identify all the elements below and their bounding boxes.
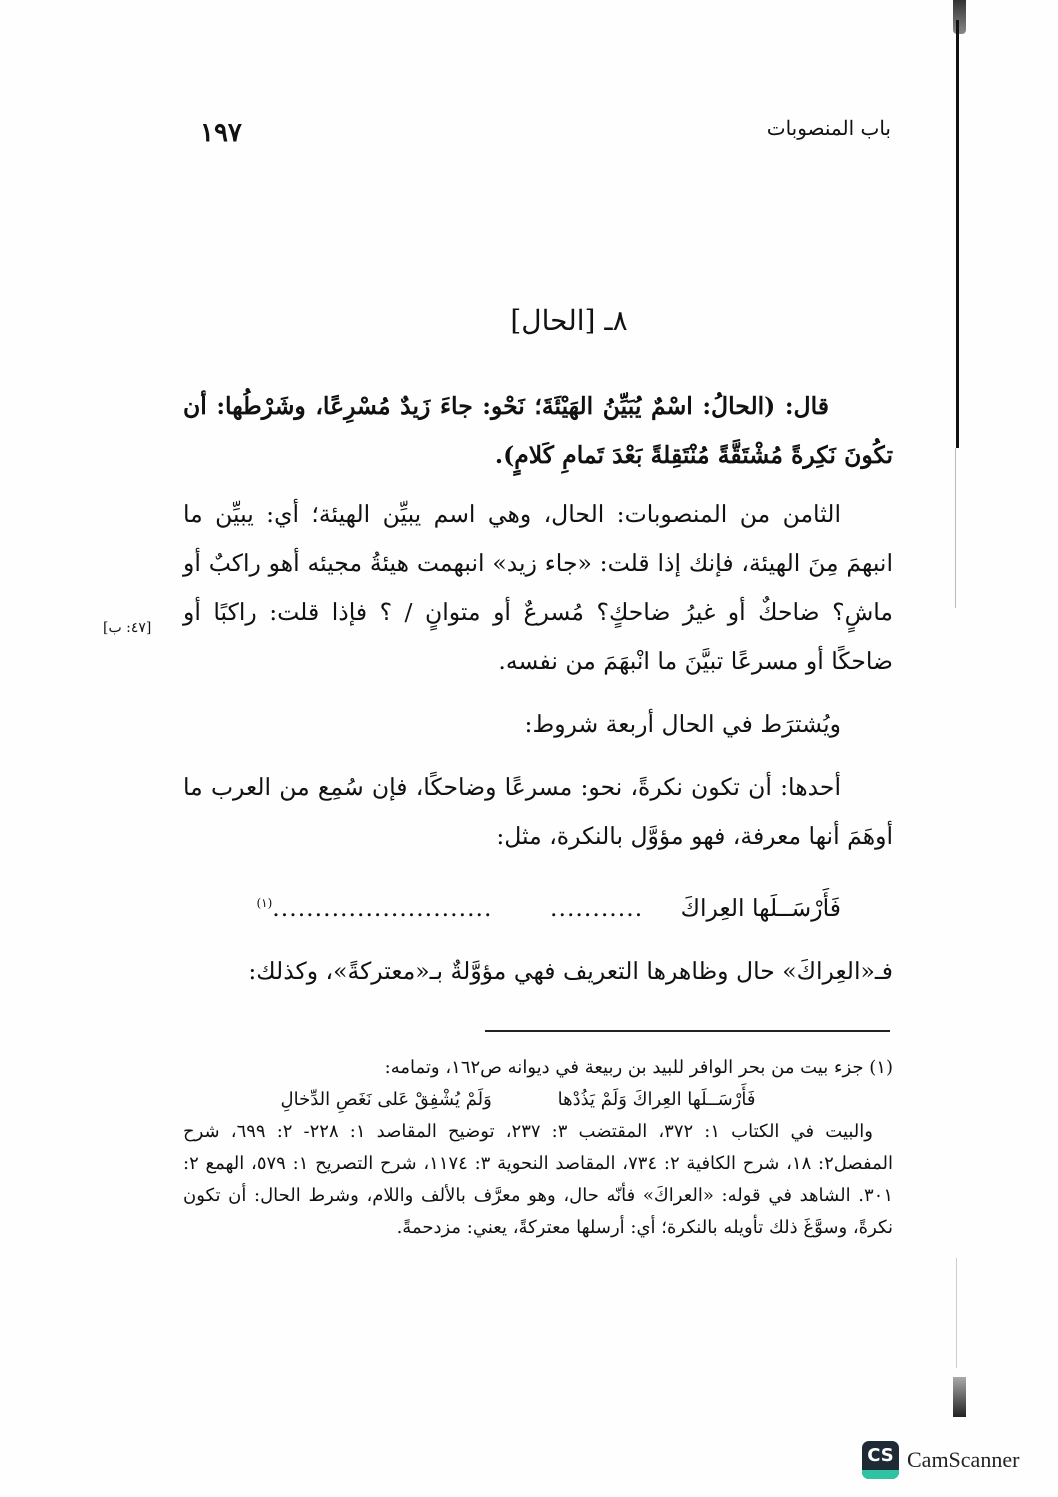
- footnote-ref: (١): [256, 896, 273, 910]
- folio-marker: [٤٧: ب]: [103, 620, 152, 636]
- camscanner-logo-text: CS: [867, 1445, 894, 1466]
- section-title-text: ٨ـ [الحال]: [510, 304, 628, 337]
- verse-ellipsis-1: ...........: [550, 893, 644, 922]
- page-edge-line-faint-lower: [956, 1258, 957, 1368]
- footnote-separator: [485, 1030, 890, 1032]
- verse-hemistich: فَأَرْسَــلَها العِراكَ: [680, 893, 841, 922]
- camscanner-logo-stripe: [862, 1470, 899, 1479]
- scan-edge-shadow-top: [953, 0, 966, 34]
- page-number: ١٩٧: [200, 118, 242, 148]
- paragraph-conditions-intro: ويُشترَط في الحال أربعة شروط:: [524, 710, 841, 738]
- camscanner-logo-icon: [862, 1441, 899, 1479]
- camscanner-name: CamScanner: [907, 1447, 1020, 1472]
- main-text: [183, 382, 893, 996]
- page-edge-line: [956, 20, 959, 448]
- running-head: باب المنصوبات: [766, 116, 891, 140]
- footnote-verse-second-half: وَلَمْ يُشْفِقْ عَلى نَغَصِ الدِّخالِ: [280, 1089, 492, 1110]
- footnote-1-verse: [183, 1084, 893, 1116]
- page-edge-line-faint: [955, 448, 956, 608]
- footnote-1-intro: (١) جزء بيت من بحر الوافر للبيد بن ربيعة في ديوانه ص١٦٢، وتمامه:: [384, 1057, 893, 1078]
- footnote-1-body: والبيت في الكتاب ١: ٣٧٢، المقتضب ٣: ٢٣٧، توضيح المقاصد ١: ٢٢٨- ٢: ٦٩٩، شرح المفصل٢: ١٨، شرح الكافية ٢: ٧٣٤، المقاصد النحوية ٣: ١١٧٤، شرح التصريح ١: ٥٧٩، الهمع ٢: ٣٠١. الشاهد في قوله: «العراكَ» فأنّه حال، وهو معرَّف بالألف واللام، وشرط الحال: أن تكون نكرةً، وسوَّغَ ذلك تأويله بالنكرة؛ أي: أرسلها معتركةً، يعني: مزدحمةً.: [183, 1121, 894, 1238]
- paragraph-commentary: الثامن من المنصوبات: الحال، وهي اسم يبيِّن الهيئة؛ أي: يبيِّن ما انبهمَ مِنَ الهيئة، فإنك إذا قلت: «جاء زيد» انبهمت هيئةُ مجيئه أهو راكبٌ أو ماشٍ؟ ضاحكٌ أو غيرُ ضاحكٍ؟ مُسرعٌ أو متوانٍ / ؟ فإذا قلت: راكبًا أو ضاحكًا أو مسرعًا تبيَّنَ ما انْبهَمَ من نفسه.: [183, 500, 893, 675]
- author-quote: قال: (الحالُ: اسْمٌ يُبَيِّنُ الهَيْئَةَ؛ نَحْو: جاءَ زَيدٌ مُسْرِعًا، وشَرْطُها: أن تكُونَ نَكِرةً مُشْتَقَّةً مُنْتَقِلةً بَعْدَ تَمامِ كَلامٍ).: [183, 392, 893, 469]
- paragraph-first-condition: أحدها: أن تكون نكرةً، نحو: مسرعًا وضاحكًا، فإن سُمِع من العرب ما أوهَمَ أنها معرفة، فهو مؤوَّل بالنكرة، مثل:: [183, 773, 893, 850]
- footnotes: [183, 1052, 893, 1244]
- scan-edge-shadow-bottom: [953, 1377, 966, 1417]
- paragraph-verse-explanation: فـ«العِراكَ» حال وظاهرها التعريف فهي مؤوَّلةٌ بـ«معتركةً»، وكذلك:: [248, 956, 893, 985]
- footnote-verse-first-half: فَأَرْسَــلَها العِراكَ وَلَمْ يَذُدْها: [557, 1089, 756, 1110]
- section-title: [0, 304, 1058, 337]
- camscanner-watermark: [862, 1441, 1019, 1479]
- verse-ellipsis-2: ..........................: [272, 893, 493, 922]
- verse-citation: [183, 879, 893, 933]
